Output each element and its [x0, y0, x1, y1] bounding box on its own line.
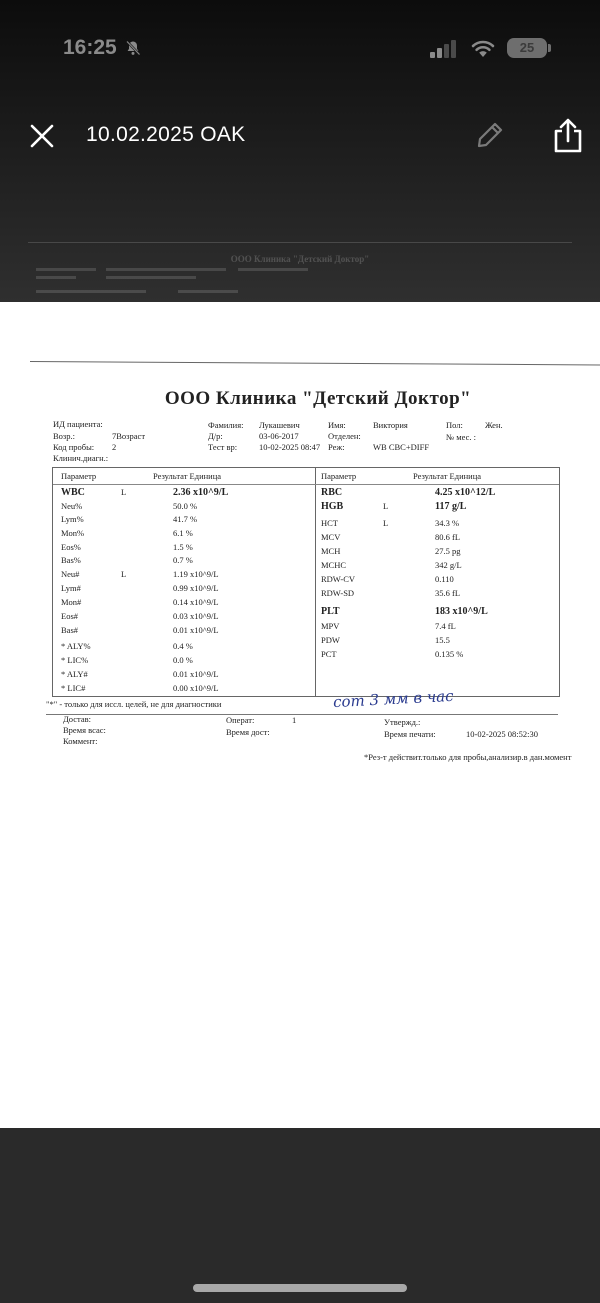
home-indicator[interactable]: [193, 1284, 407, 1292]
right-row-2-flag: L: [383, 518, 389, 528]
right-row-11-param: PCT: [321, 649, 337, 659]
age-value: 7Возраст: [112, 431, 146, 441]
delivery-label: Достав:: [63, 714, 91, 724]
left-row-1-result: 50.0 %: [173, 501, 198, 511]
sex-value: Жен.: [485, 420, 503, 430]
right-row-7-param: RDW-SD: [321, 588, 355, 598]
left-row-0-flag: L: [121, 487, 127, 497]
left-row-9-result: 0.03 x10^9/L: [173, 611, 219, 621]
battery-tip: [548, 44, 551, 52]
name-label: Имя:: [328, 420, 346, 430]
right-param-header: Параметр: [321, 471, 357, 481]
status-time: 16:25: [63, 36, 117, 59]
sample-code-value: 2: [112, 442, 117, 452]
left-row-2-result: 41.7 %: [173, 514, 198, 524]
left-row-13-result: 0.01 x10^9/L: [173, 669, 219, 679]
left-row-1-param: Neu%: [61, 501, 83, 511]
right-row-8-param: PLT: [321, 606, 340, 617]
right-row-6-param: RDW-CV: [321, 574, 355, 584]
name-value: Виктория: [373, 420, 408, 430]
patient-id-label: ИД пациента:: [53, 419, 103, 429]
right-row-1-flag: L: [383, 501, 389, 511]
clinic-title: ООО Клиника "Детский Доктор": [164, 388, 472, 409]
left-result-header: Результат Единица: [153, 471, 222, 481]
right-row-3-result: 80.6 fL: [435, 532, 461, 542]
right-row-8-result: 183 x10^9/L: [435, 606, 488, 617]
left-row-6-param: Neu#: [61, 569, 80, 579]
left-row-7-result: 0.99 x10^9/L: [173, 583, 219, 593]
right-row-1-param: HGB: [321, 501, 344, 512]
validity-disclaimer: *Рез-т действит.только для пробы,анализир.в дан.момент: [364, 752, 572, 762]
left-row-0-param: WBC: [61, 487, 85, 498]
age-label: Возр.:: [53, 431, 76, 441]
right-row-9-result: 7.4 fL: [435, 621, 456, 631]
bell-slash-icon: [125, 40, 141, 56]
right-row-0-param: RBC: [321, 487, 343, 498]
left-row-3-param: Mon%: [61, 528, 85, 538]
left-row-14-result: 0.00 x10^9/L: [173, 683, 219, 693]
right-row-4-param: MCH: [321, 546, 341, 556]
results-table: [52, 467, 560, 697]
left-row-12-param: * LIC%: [61, 655, 89, 665]
right-row-10-param: PDW: [321, 635, 340, 645]
close-icon[interactable]: [30, 124, 54, 148]
left-row-8-result: 0.14 x10^9/L: [173, 597, 219, 607]
left-row-13-param: * ALY#: [61, 669, 88, 679]
print-time-value: 10-02-2025 08:52:30: [466, 729, 539, 739]
right-row-5-result: 342 g/L: [435, 560, 462, 570]
dob-value: 03-06-2017: [259, 431, 299, 441]
surname-value: Лукашевич: [259, 420, 300, 430]
right-row-0-result: 4.25 x10^12/L: [435, 487, 496, 498]
left-row-11-param: * ALY%: [61, 641, 91, 651]
left-row-9-param: Eos#: [61, 611, 78, 621]
comment-label: Коммент:: [63, 736, 98, 746]
right-row-1-result: 117 g/L: [435, 501, 467, 512]
share-icon[interactable]: [550, 117, 586, 155]
test-time-value: 10-02-2025 08:47: [259, 442, 321, 452]
mode-value: WB CBC+DIFF: [373, 442, 430, 452]
left-row-7-param: Lym#: [61, 583, 81, 593]
mode-label: Реж:: [328, 442, 345, 452]
left-row-4-result: 1.5 %: [173, 542, 193, 552]
left-row-11-result: 0.4 %: [173, 641, 193, 651]
right-row-2-param: HCT: [321, 518, 338, 528]
right-row-7-result: 35.6 fL: [435, 588, 461, 598]
left-param-header: Параметр: [61, 471, 97, 481]
right-row-2-result: 34.3 %: [435, 518, 460, 528]
right-row-11-result: 0.135 %: [435, 649, 464, 659]
surname-label: Фамилия:: [208, 420, 244, 430]
left-row-4-param: Eos%: [61, 542, 81, 552]
print-time-label: Время печати:: [384, 729, 436, 739]
dob-label: Д/р:: [208, 431, 223, 441]
left-row-8-param: Mon#: [61, 597, 82, 607]
month-label: № мес. :: [446, 432, 476, 442]
test-time-label: Тест вр:: [208, 442, 238, 452]
left-row-5-result: 0.7 %: [173, 555, 193, 565]
cell-signal-icon: [430, 40, 458, 58]
right-row-6-result: 0.110: [435, 574, 454, 584]
clinical-diagnosis-label: Клинич.диагн.:: [53, 453, 109, 463]
operator-value: 1: [292, 715, 297, 725]
department-label: Отделен:: [328, 431, 361, 441]
battery-indicator: 25: [507, 38, 547, 58]
ghost-document-preview: ООО Клиника "Детский Доктор": [28, 242, 572, 302]
left-row-10-param: Bas#: [61, 625, 78, 635]
left-row-3-result: 6.1 %: [173, 528, 193, 538]
right-row-4-result: 27.5 pg: [435, 546, 461, 556]
left-row-12-result: 0.0 %: [173, 655, 193, 665]
left-row-5-param: Bas%: [61, 555, 81, 565]
file-title: 10.02.2025 OAK: [86, 123, 246, 146]
left-row-0-result: 2.36 x10^9/L: [173, 487, 229, 498]
intake-time-label: Время всас:: [63, 725, 106, 735]
left-row-10-result: 0.01 x10^9/L: [173, 625, 219, 635]
sex-label: Пол:: [446, 420, 463, 430]
handwritten-note: сот 3 мм в час: [332, 686, 454, 712]
lab-report-document: [0, 302, 600, 1128]
left-row-6-flag: L: [121, 569, 127, 579]
sample-code-label: Код пробы:: [53, 442, 95, 452]
approved-label: Утвержд.:: [384, 717, 421, 727]
right-row-3-param: MCV: [321, 532, 341, 542]
left-row-6-result: 1.19 x10^9/L: [173, 569, 219, 579]
wifi-icon: [470, 38, 496, 58]
operator-label: Операт:: [226, 715, 255, 725]
right-row-9-param: MPV: [321, 621, 340, 631]
footer-divider: [46, 714, 558, 715]
left-row-14-param: * LIC#: [61, 683, 86, 693]
right-row-5-param: MCHC: [321, 560, 347, 570]
pencil-edit-icon[interactable]: [475, 120, 505, 150]
research-footnote: "*" - только для иссл. целей, не для диагностики: [46, 699, 222, 709]
left-row-2-param: Lym%: [61, 514, 84, 524]
right-result-header: Результат Единица: [413, 471, 482, 481]
right-row-10-result: 15.5: [435, 635, 450, 645]
top-divider: [30, 361, 600, 365]
delivery-time-label: Время дост:: [226, 727, 270, 737]
